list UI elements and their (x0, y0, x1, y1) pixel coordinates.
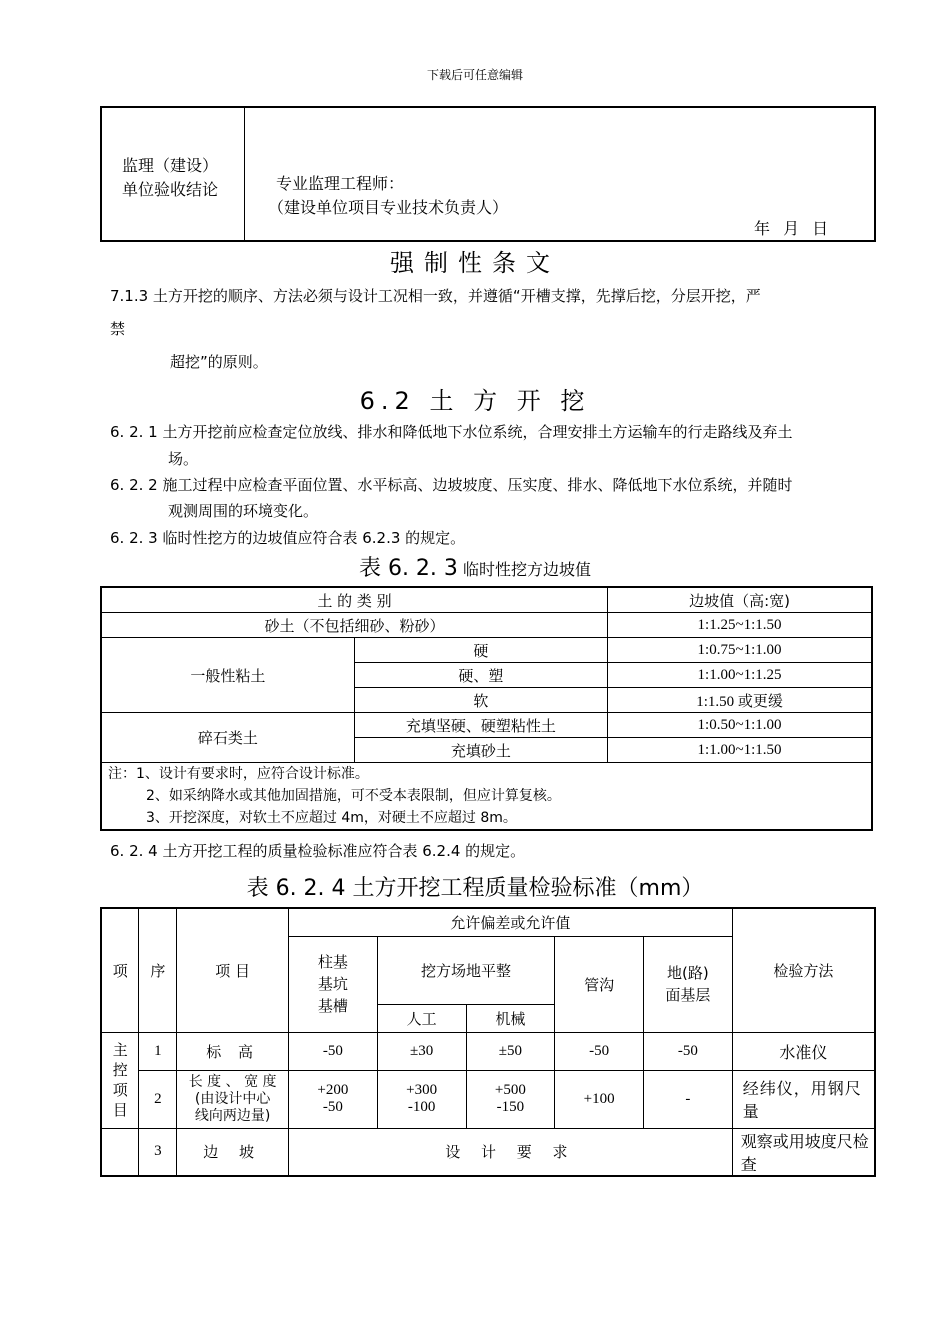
table-row (101, 587, 872, 613)
head-road-l1: 地(路) (667, 964, 709, 982)
machine-1: ±50 (466, 1032, 555, 1070)
manual-2 (377, 1070, 466, 1128)
clause-624: 6. 2. 4 土方开挖工程的质量检验标准应符合表 6.2.4 的规定。 (110, 842, 526, 860)
note-3: 3、开挖深度，对软土不应超过 4m，对硬土不应超过 8m。 (146, 810, 517, 826)
gravel-sub: 充填坚硬、硬塑粘性土 (354, 713, 607, 738)
seq-1: 1 (139, 1032, 177, 1070)
road-1: -50 (644, 1032, 733, 1070)
table2-title: 表 6. 2. 4 土方开挖工程质量检验标准（mm） (246, 876, 704, 901)
table-row (101, 1128, 875, 1176)
clause-621: 6. 2. 1 土方开挖前应检查定位放线、排水和降低地下水位系统，合理安排土方运输车的行走路线及弃土 (110, 423, 793, 441)
note-2: 2、如采纳降水或其他加固措施，可不受本表限制，但应计算复核。 (146, 788, 561, 804)
head-machine: 机械 (466, 1004, 555, 1032)
table-row (101, 908, 875, 936)
note-1: 注：1、设计有要求时，应符合设计标准。 (108, 766, 369, 782)
span-3: 设 计 要 求 (288, 1128, 732, 1176)
clay-sub: 软 (354, 688, 607, 713)
gravel-sub: 充填砂土 (354, 738, 607, 763)
table1-title-prefix: 表 6. 2. 3 (358, 556, 458, 581)
head-site: 挖方场地平整 (377, 936, 555, 1004)
clay-sub: 硬 (354, 638, 607, 663)
manual-2-a: +300 (406, 1082, 438, 1098)
clause-622: 6. 2. 2 施工过程中应检查平面位置、水平标高、边坡坡度、压实度、排水、降低地下水位系统，并随时 (110, 476, 793, 494)
group-char: 控 (112, 1061, 128, 1079)
table-notes (101, 763, 872, 831)
pit-2-a: +200 (317, 1082, 349, 1098)
mandatory-title: 强制性条文 (390, 249, 560, 277)
clay-val: 1:0.75~1:1.00 (608, 638, 872, 663)
manual-1: ±30 (377, 1032, 466, 1070)
machine-2-b: -150 (496, 1099, 525, 1115)
clay-sub: 硬、塑 (354, 663, 607, 688)
head-method: 检验方法 (732, 908, 875, 1032)
gravel-val: 1:1.00~1:1.50 (608, 738, 872, 763)
table-row (101, 713, 872, 738)
head-road (644, 936, 733, 1032)
group-char: 项 (112, 1081, 128, 1099)
clay-val: 1:1.00~1:1.25 (608, 663, 872, 688)
group-char: 目 (112, 1101, 128, 1119)
head-trench: 管沟 (555, 936, 644, 1032)
row-sand: 砂土（不包括细砂、粉砂） (101, 613, 608, 638)
name-2 (177, 1070, 289, 1128)
sign-date: 年 月 日 (754, 219, 833, 238)
head-soil: 土 的 类 别 (101, 587, 608, 613)
table-row (101, 613, 872, 638)
box-divider (244, 108, 245, 240)
clause-621-cont: 场。 (168, 450, 199, 468)
slope-table (100, 586, 873, 831)
mandatory-clause-line3: 超挖”的原则。 (170, 353, 268, 371)
trench-1: -50 (555, 1032, 644, 1070)
acceptance-label-line1: 监理（建设） (122, 156, 219, 175)
clay-val: 1:1.50 或更缓 (608, 688, 872, 713)
engineer-signature (268, 172, 508, 220)
head-project: 项 目 (177, 908, 289, 1032)
seq-3: 3 (139, 1128, 177, 1176)
head-allow: 允许偏差或允许值 (288, 908, 732, 936)
engineer-line2: （建设单位项目专业技术负责人） (268, 198, 509, 217)
name-2-l1: 长 度 、 宽 度 (188, 1073, 277, 1090)
head-pit-l3: 基槽 (317, 997, 348, 1015)
seq-2: 2 (139, 1070, 177, 1128)
head-pit-l1: 柱基 (317, 953, 348, 971)
road-2: - (644, 1070, 733, 1128)
head-manual: 人工 (377, 1004, 466, 1032)
trench-2: +100 (555, 1070, 644, 1128)
method-3: 观察或用坡度尺检查 (732, 1128, 875, 1176)
pit-2-b: -50 (322, 1099, 343, 1115)
quality-table (100, 907, 876, 1177)
header-note: 下载后可任意编辑 (426, 68, 523, 82)
section-title: 6.2 土 方 开 挖 (359, 387, 591, 415)
name-2-l3: 线向两边量) (194, 1107, 271, 1124)
table-row (101, 1032, 875, 1070)
method-2: 经纬仪，用钢尺量 (732, 1070, 875, 1128)
row-sand-val: 1:1.25~1:1.50 (608, 613, 872, 638)
table-row (101, 1070, 875, 1128)
sign-off-box (100, 106, 876, 242)
machine-2-a: +500 (494, 1082, 526, 1098)
gravel-val: 1:0.50~1:1.00 (608, 713, 872, 738)
name-3: 边 坡 (177, 1128, 289, 1176)
mandatory-clause-line2: 禁 (110, 320, 126, 338)
clay-label: 一般性粘土 (101, 638, 354, 713)
group-label (101, 1032, 139, 1128)
table-row (101, 638, 872, 663)
head-pit (288, 936, 377, 1032)
table1-title-suffix: 临时性挖方边坡值 (463, 562, 592, 579)
manual-2-b: -100 (407, 1099, 436, 1115)
name-1: 标 高 (177, 1032, 289, 1070)
group-empty (101, 1128, 139, 1176)
machine-2 (466, 1070, 555, 1128)
pit-2 (288, 1070, 377, 1128)
head-seq: 序 (139, 908, 177, 1032)
acceptance-label-line2: 单位验收结论 (122, 180, 219, 199)
acceptance-label (122, 154, 218, 202)
head-slope: 边坡值（高:宽) (608, 587, 872, 613)
name-2-l2: (由设计中心 (194, 1090, 271, 1107)
clause-623: 6. 2. 3 临时性挖方的边坡值应符合表 6.2.3 的规定。 (110, 529, 466, 547)
pit-1: -50 (288, 1032, 377, 1070)
mandatory-clause-line1: 7.1.3 土方开挖的顺序、方法必须与设计工况相一致，并遵循“开槽支撑，先撑后挖，分层开挖，严 (110, 287, 761, 305)
clause-622-cont: 观测周围的环境变化。 (168, 502, 319, 520)
head-item: 项 (101, 908, 139, 1032)
head-road-l2: 面基层 (665, 986, 711, 1004)
method-1: 水准仪 (732, 1032, 875, 1070)
gravel-label: 碎石类土 (101, 713, 354, 763)
head-pit-l2: 基坑 (317, 975, 348, 993)
table1-title (0, 551, 950, 582)
engineer-line1: 专业监理工程师： (276, 174, 405, 193)
table-row (101, 763, 872, 831)
group-char: 主 (112, 1041, 128, 1059)
